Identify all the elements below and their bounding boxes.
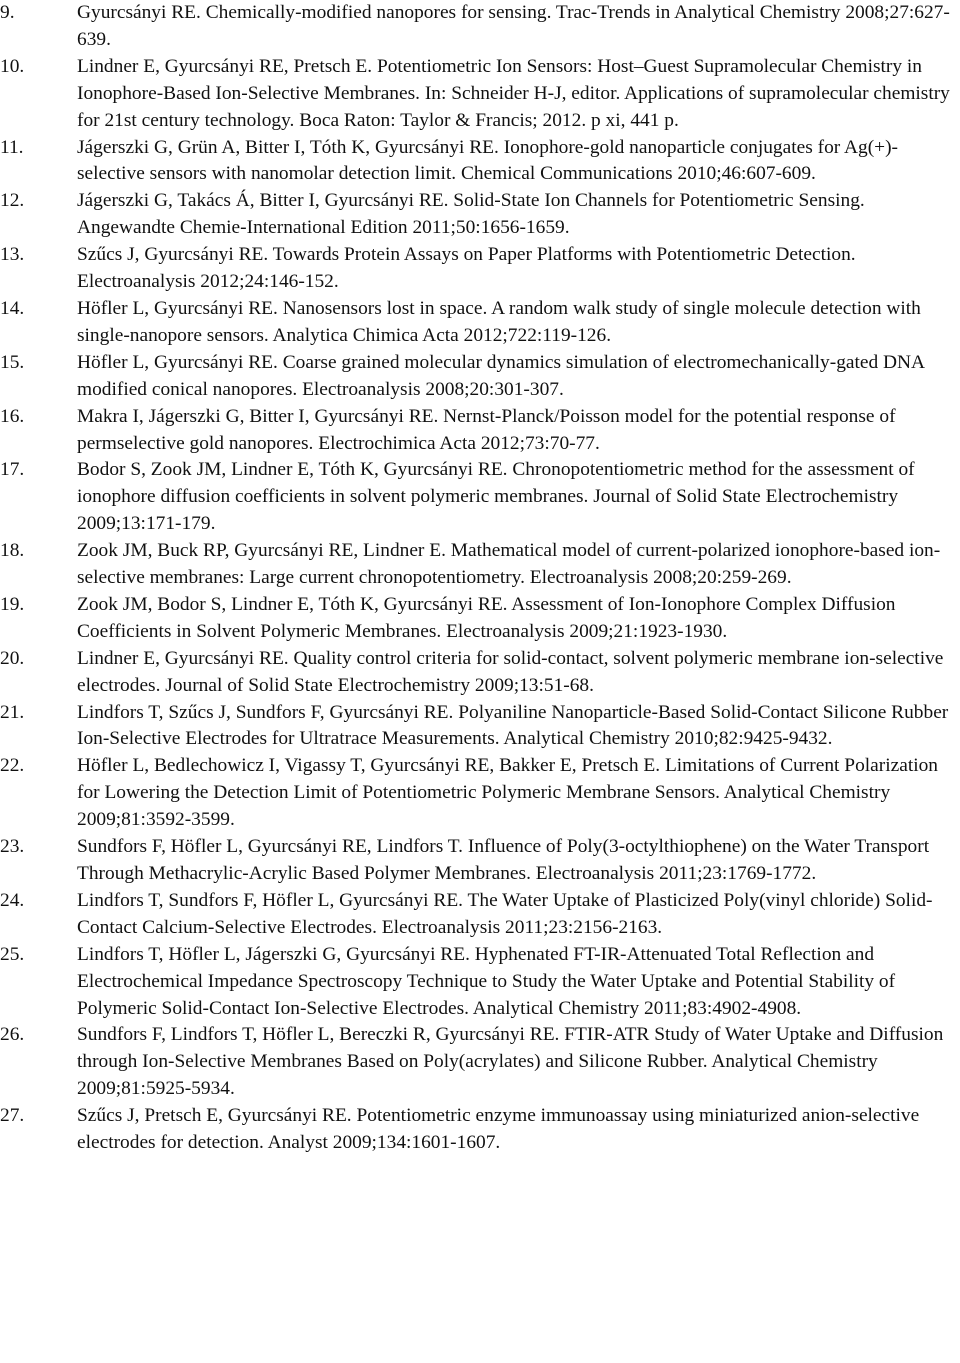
reference-item-24 (0, 888, 960, 942)
reference-item-27 (0, 1103, 960, 1157)
reference-text: Bodor S, Zook JM, Lindner E, Tóth K, Gyurcsányi RE. Chronopotentiometric method for the assessment of ionophore diffusion coefficients in solvent polymeric membranes. Journal of Solid State Electrochemistry 2009;13:171-179. (77, 459, 915, 535)
reference-item-22 (0, 753, 960, 834)
reference-number: 12. (0, 190, 25, 212)
reference-item-15 (0, 350, 960, 404)
reference-number: 21. (0, 701, 25, 723)
reference-item-16 (0, 404, 960, 458)
reference-item-25 (0, 942, 960, 1023)
reference-text: Höfler L, Gyurcsányi RE. Coarse grained molecular dynamics simulation of electromechanically-gated DNA modified conical nanopores. Electroanalysis 2008;20:301-307. (77, 351, 924, 400)
reference-item-21 (0, 700, 960, 754)
reference-number: 22. (0, 755, 25, 777)
reference-item-19 (0, 592, 960, 646)
reference-number: 17. (0, 459, 25, 481)
reference-number: 19. (0, 593, 25, 615)
reference-number: 18. (0, 540, 25, 562)
reference-item-10 (0, 54, 960, 135)
reference-text: Zook JM, Bodor S, Lindner E, Tóth K, Gyurcsányi RE. Assessment of Ion-Ionophore Complex Diffusion Coefficients in Solvent Polymeric Membranes. Electroanalysis 2009;21:1923-1930. (77, 593, 896, 642)
reference-item-14 (0, 296, 960, 350)
reference-text: Lindfors T, Szűcs J, Sundfors F, Gyurcsányi RE. Polyaniline Nanoparticle-Based Solid-Contact Silicone Rubber Ion-Selective Electrodes for Ultratrace Measurements. Analytical Chemistry 2010;82:9425-9432. (77, 701, 949, 750)
reference-number: 25. (0, 943, 25, 965)
reference-number: 15. (0, 351, 25, 373)
reference-number: 24. (0, 889, 25, 911)
reference-text: Lindner E, Gyurcsányi RE, Pretsch E. Potentiometric Ion Sensors: Host–Guest Supramolecular Chemistry in Ionophore-Based Ion-Selective Membranes. In: Schneider H-J, editor. Applications of supramolecular chemistry for 21st century technology. Boca Raton: Taylor & Francis; 2012. p xi, 441 p. (77, 55, 950, 131)
reference-text: Lindner E, Gyurcsányi RE. Quality control criteria for solid-contact, solvent polymeric membrane ion-selective electrodes. Journal of Solid State Electrochemistry 2009;13:51-68. (77, 647, 944, 696)
reference-text: Sundfors F, Höfler L, Gyurcsányi RE, Lindfors T. Influence of Poly(3-octylthiophene) on the Water Transport Through Methacrylic-Acrylic Based Polymer Membranes. Electroanalysis 2011;23:1769-1772. (77, 836, 930, 884)
reference-text: Jágerszki G, Grün A, Bitter I, Tóth K, Gyurcsányi RE. Ionophore-gold nanoparticle conjugates for Ag(+)-selective sensors with nanomolar detection limit. Chemical Communications 2010;46:607-609. (77, 136, 899, 185)
reference-text: Jágerszki G, Takács Á, Bitter I, Gyurcsányi RE. Solid-State Ion Channels for Potentiometric Sensing. Angewandte Chemie-International Edition 2011;50:1656-1659. (77, 190, 865, 239)
reference-number: 11. (0, 136, 24, 158)
reference-number: 16. (0, 405, 25, 427)
reference-number: 14. (0, 297, 25, 319)
reference-item-11 (0, 135, 960, 189)
reference-item-26 (0, 1022, 960, 1103)
reference-number: 26. (0, 1024, 25, 1046)
reference-item-9 (0, 0, 960, 54)
reference-text: Höfler L, Bedlechowicz I, Vigassy T, Gyurcsányi RE, Bakker E, Pretsch E. Limitations of Current Polarization for Lowering the Detection Limit of Potentiometric Polymeric Membrane Sensors. Analytical Chemistry 2009;81:3592-3599. (77, 755, 938, 831)
reference-item-17 (0, 457, 960, 538)
reference-number: 23. (0, 836, 25, 858)
reference-text: Gyurcsányi RE. Chemically-modified nanopores for sensing. Trac-Trends in Analytical Chemistry 2008;27:627-639. (77, 2, 950, 50)
reference-text: Zook JM, Buck RP, Gyurcsányi RE, Lindner E. Mathematical model of current-polarized ionophore-based ion-selective membranes: Large current chronopotentiometry. Electroanalysis 2008;20:259-269. (77, 540, 941, 589)
reference-item-18 (0, 538, 960, 592)
reference-text: Höfler L, Gyurcsányi RE. Nanosensors lost in space. A random walk study of single molecule detection with single-nanopore sensors. Analytica Chimica Acta 2012;722:119-126. (77, 297, 921, 346)
reference-text: Sundfors F, Lindfors T, Höfler L, Bereczki R, Gyurcsányi RE. FTIR-ATR Study of Water Uptake and Diffusion through Ion-Selective Membranes Based on Poly(acrylates) and Silicone Rubber. Analytical Chemistry 2009;81:5925-5934. (77, 1024, 944, 1100)
reference-text: Lindfors T, Höfler L, Jágerszki G, Gyurcsányi RE. Hyphenated FT-IR-Attenuated Total Reflection and Electrochemical Impedance Spectroscopy Technique to Study the Water Uptake and Potential Stability of Polymeric Solid-Contact Ion-Selective Electrodes. Analytical Chemistry 2011;83:4902-4908. (77, 943, 896, 1019)
reference-number: 20. (0, 647, 25, 669)
reference-text: Lindfors T, Sundfors F, Höfler L, Gyurcsányi RE. The Water Uptake of Plasticized Poly(vinyl chloride) Solid-Contact Calcium-Selective Electrodes. Electroanalysis 2011;23:2156-2163. (77, 889, 933, 938)
reference-number: 13. (0, 244, 25, 266)
reference-text: Szűcs J, Gyurcsányi RE. Towards Protein Assays on Paper Platforms with Potentiometric Detection. Electroanalysis 2012;24:146-152. (77, 244, 856, 293)
reference-number: 9. (0, 2, 15, 23)
reference-number: 10. (0, 55, 25, 77)
reference-text: Szűcs J, Pretsch E, Gyurcsányi RE. Potentiometric enzyme immunoassay using miniaturized anion-selective electrodes for detection. Analyst 2009;134:1601-1607. (77, 1105, 920, 1154)
reference-item-23 (0, 834, 960, 888)
reference-item-20 (0, 646, 960, 700)
reference-item-12 (0, 188, 960, 242)
reference-number: 27. (0, 1105, 25, 1127)
reference-text: Makra I, Jágerszki G, Bitter I, Gyurcsányi RE. Nernst-Planck/Poisson model for the potential response of permselective gold nanopores. Electrochimica Acta 2012;73:70-77. (77, 405, 896, 454)
reference-item-13 (0, 242, 960, 296)
